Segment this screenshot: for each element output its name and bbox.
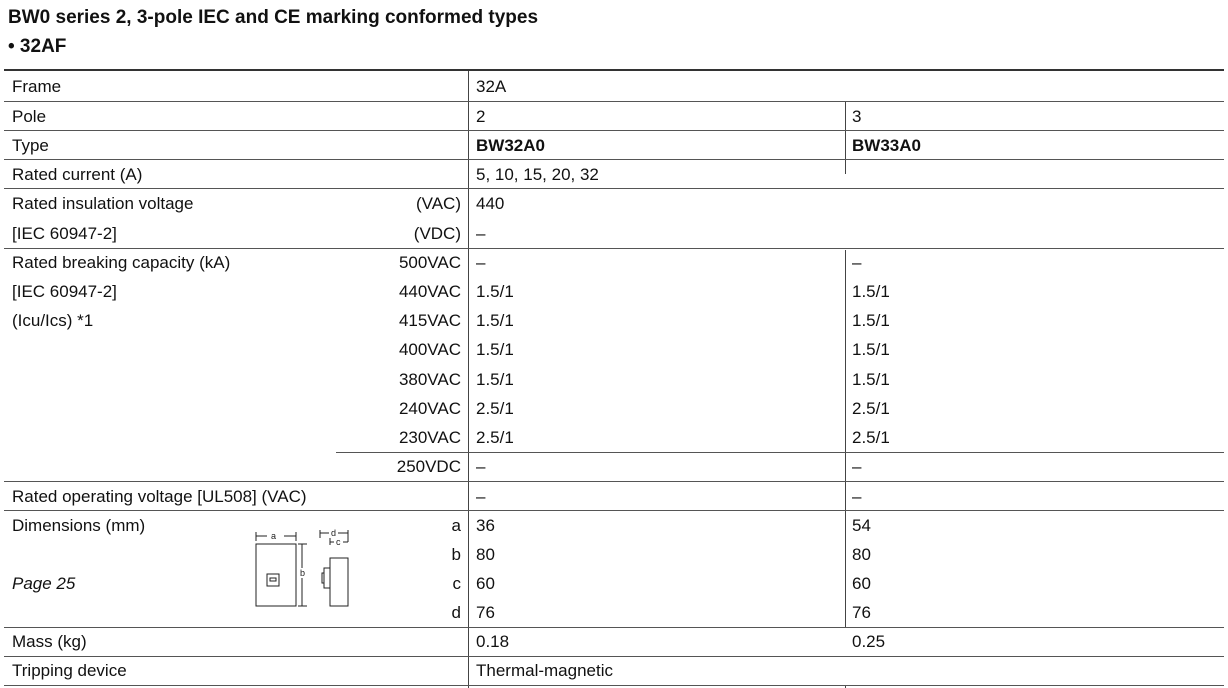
breaking-3p: – bbox=[852, 253, 862, 272]
dimension-key: d bbox=[451, 603, 461, 622]
breaking-2p: 1.5/1 bbox=[476, 340, 514, 359]
page-title: BW0 series 2, 3-pole IEC and CE marking conformed types bbox=[8, 7, 539, 28]
operating-voltage-2p: – bbox=[476, 487, 486, 506]
row-divider-partial bbox=[336, 452, 1224, 453]
dimension-2p: 80 bbox=[476, 545, 495, 564]
insulation-unit-vac: (VAC) bbox=[415, 194, 461, 213]
type-3: BW33A0 bbox=[852, 136, 921, 155]
row-divider bbox=[4, 130, 1224, 131]
dimension-key: c bbox=[452, 574, 461, 593]
row-divider bbox=[4, 188, 1224, 189]
mass-label: Mass (kg) bbox=[12, 632, 87, 651]
dimension-3p: 54 bbox=[852, 516, 871, 535]
breaking-3p: 1.5/1 bbox=[852, 311, 890, 330]
diagram-label-d: d bbox=[331, 528, 337, 538]
breaking-3p: 2.5/1 bbox=[852, 399, 890, 418]
dimension-diagram bbox=[250, 528, 360, 615]
breaking-voltage: 500VAC bbox=[398, 253, 461, 272]
tripping-value: Thermal-magnetic bbox=[476, 661, 613, 680]
breaking-voltage: 415VAC bbox=[398, 311, 461, 330]
row-divider bbox=[4, 481, 1224, 482]
breaking-note: (Icu/Ics) *1 bbox=[12, 311, 94, 330]
row-divider bbox=[4, 656, 1224, 657]
table-top-rule bbox=[4, 69, 1224, 71]
breaking-2p: 1.5/1 bbox=[476, 370, 514, 389]
pole-label: Pole bbox=[12, 107, 47, 126]
dimensions-label: Dimensions (mm) bbox=[12, 516, 146, 535]
dimension-2p: 36 bbox=[476, 516, 495, 535]
breaking-2p: – bbox=[476, 457, 486, 476]
breaking-3p: – bbox=[852, 457, 862, 476]
tripping-label: Tripping device bbox=[12, 661, 127, 680]
col-divider-1 bbox=[468, 71, 469, 688]
type-2: BW32A0 bbox=[476, 136, 545, 155]
breaking-3p: 1.5/1 bbox=[852, 282, 890, 301]
breaking-3p: 1.5/1 bbox=[852, 370, 890, 389]
breaking-label: Rated breaking capacity (kA) bbox=[12, 253, 231, 272]
dimension-3p: 76 bbox=[852, 603, 871, 622]
dimension-2p: 60 bbox=[476, 574, 495, 593]
pole-3: 3 bbox=[852, 107, 862, 126]
operating-voltage-3p: – bbox=[852, 487, 862, 506]
insulation-standard: [IEC 60947-2] bbox=[12, 224, 117, 243]
col-divider-2 bbox=[845, 101, 846, 174]
breaking-2p: – bbox=[476, 253, 486, 272]
row-divider bbox=[4, 159, 1224, 160]
page-reference-link[interactable]: Page 25 bbox=[12, 574, 76, 593]
breaking-voltage: 380VAC bbox=[398, 370, 461, 389]
breaking-voltage: 230VAC bbox=[398, 428, 461, 447]
breaking-3p: 2.5/1 bbox=[852, 428, 890, 447]
frame-value: 32A bbox=[476, 77, 507, 96]
breaking-standard: [IEC 60947-2] bbox=[12, 282, 117, 301]
dimension-3p: 60 bbox=[852, 574, 871, 593]
breaking-2p: 1.5/1 bbox=[476, 282, 514, 301]
insulation-label: Rated insulation voltage bbox=[12, 194, 194, 213]
mass-3p: 0.25 bbox=[852, 632, 886, 651]
row-divider bbox=[4, 510, 1224, 511]
breaking-voltage: 400VAC bbox=[398, 340, 461, 359]
dimension-key: b bbox=[451, 545, 461, 564]
operating-voltage-label: Rated operating voltage [UL508] (VAC) bbox=[12, 487, 307, 506]
frame-label: Frame bbox=[12, 77, 62, 96]
insulation-value-vac: 440 bbox=[476, 194, 505, 213]
pole-2: 2 bbox=[476, 107, 486, 126]
diagram-label-a: a bbox=[271, 531, 277, 541]
page-subtitle: • 32AF bbox=[8, 36, 67, 57]
breaking-2p: 1.5/1 bbox=[476, 311, 514, 330]
breaking-voltage: 250VDC bbox=[396, 457, 461, 476]
breaking-3p: 1.5/1 bbox=[852, 340, 890, 359]
diagram-label-c: c bbox=[336, 537, 341, 547]
breaking-voltage: 240VAC bbox=[398, 399, 461, 418]
dimension-key: a bbox=[451, 516, 461, 535]
breaking-voltage: 440VAC bbox=[398, 282, 461, 301]
breaking-2p: 2.5/1 bbox=[476, 399, 514, 418]
row-divider bbox=[4, 248, 1224, 249]
row-divider bbox=[4, 685, 1224, 686]
rated-current-value: 5, 10, 15, 20, 32 bbox=[476, 165, 599, 184]
col-divider-2b bbox=[845, 250, 846, 627]
type-label: Type bbox=[12, 136, 49, 155]
rated-current-label: Rated current (A) bbox=[12, 165, 143, 184]
mass-2p: 0.18 bbox=[476, 632, 510, 651]
insulation-unit-vdc: (VDC) bbox=[413, 224, 461, 243]
row-divider bbox=[4, 101, 1224, 102]
diagram-label-b: b bbox=[300, 568, 306, 578]
dimension-3p: 80 bbox=[852, 545, 871, 564]
dimension-2p: 76 bbox=[476, 603, 495, 622]
breaking-2p: 2.5/1 bbox=[476, 428, 514, 447]
row-divider bbox=[4, 627, 1224, 628]
insulation-value-vdc: – bbox=[476, 224, 486, 243]
